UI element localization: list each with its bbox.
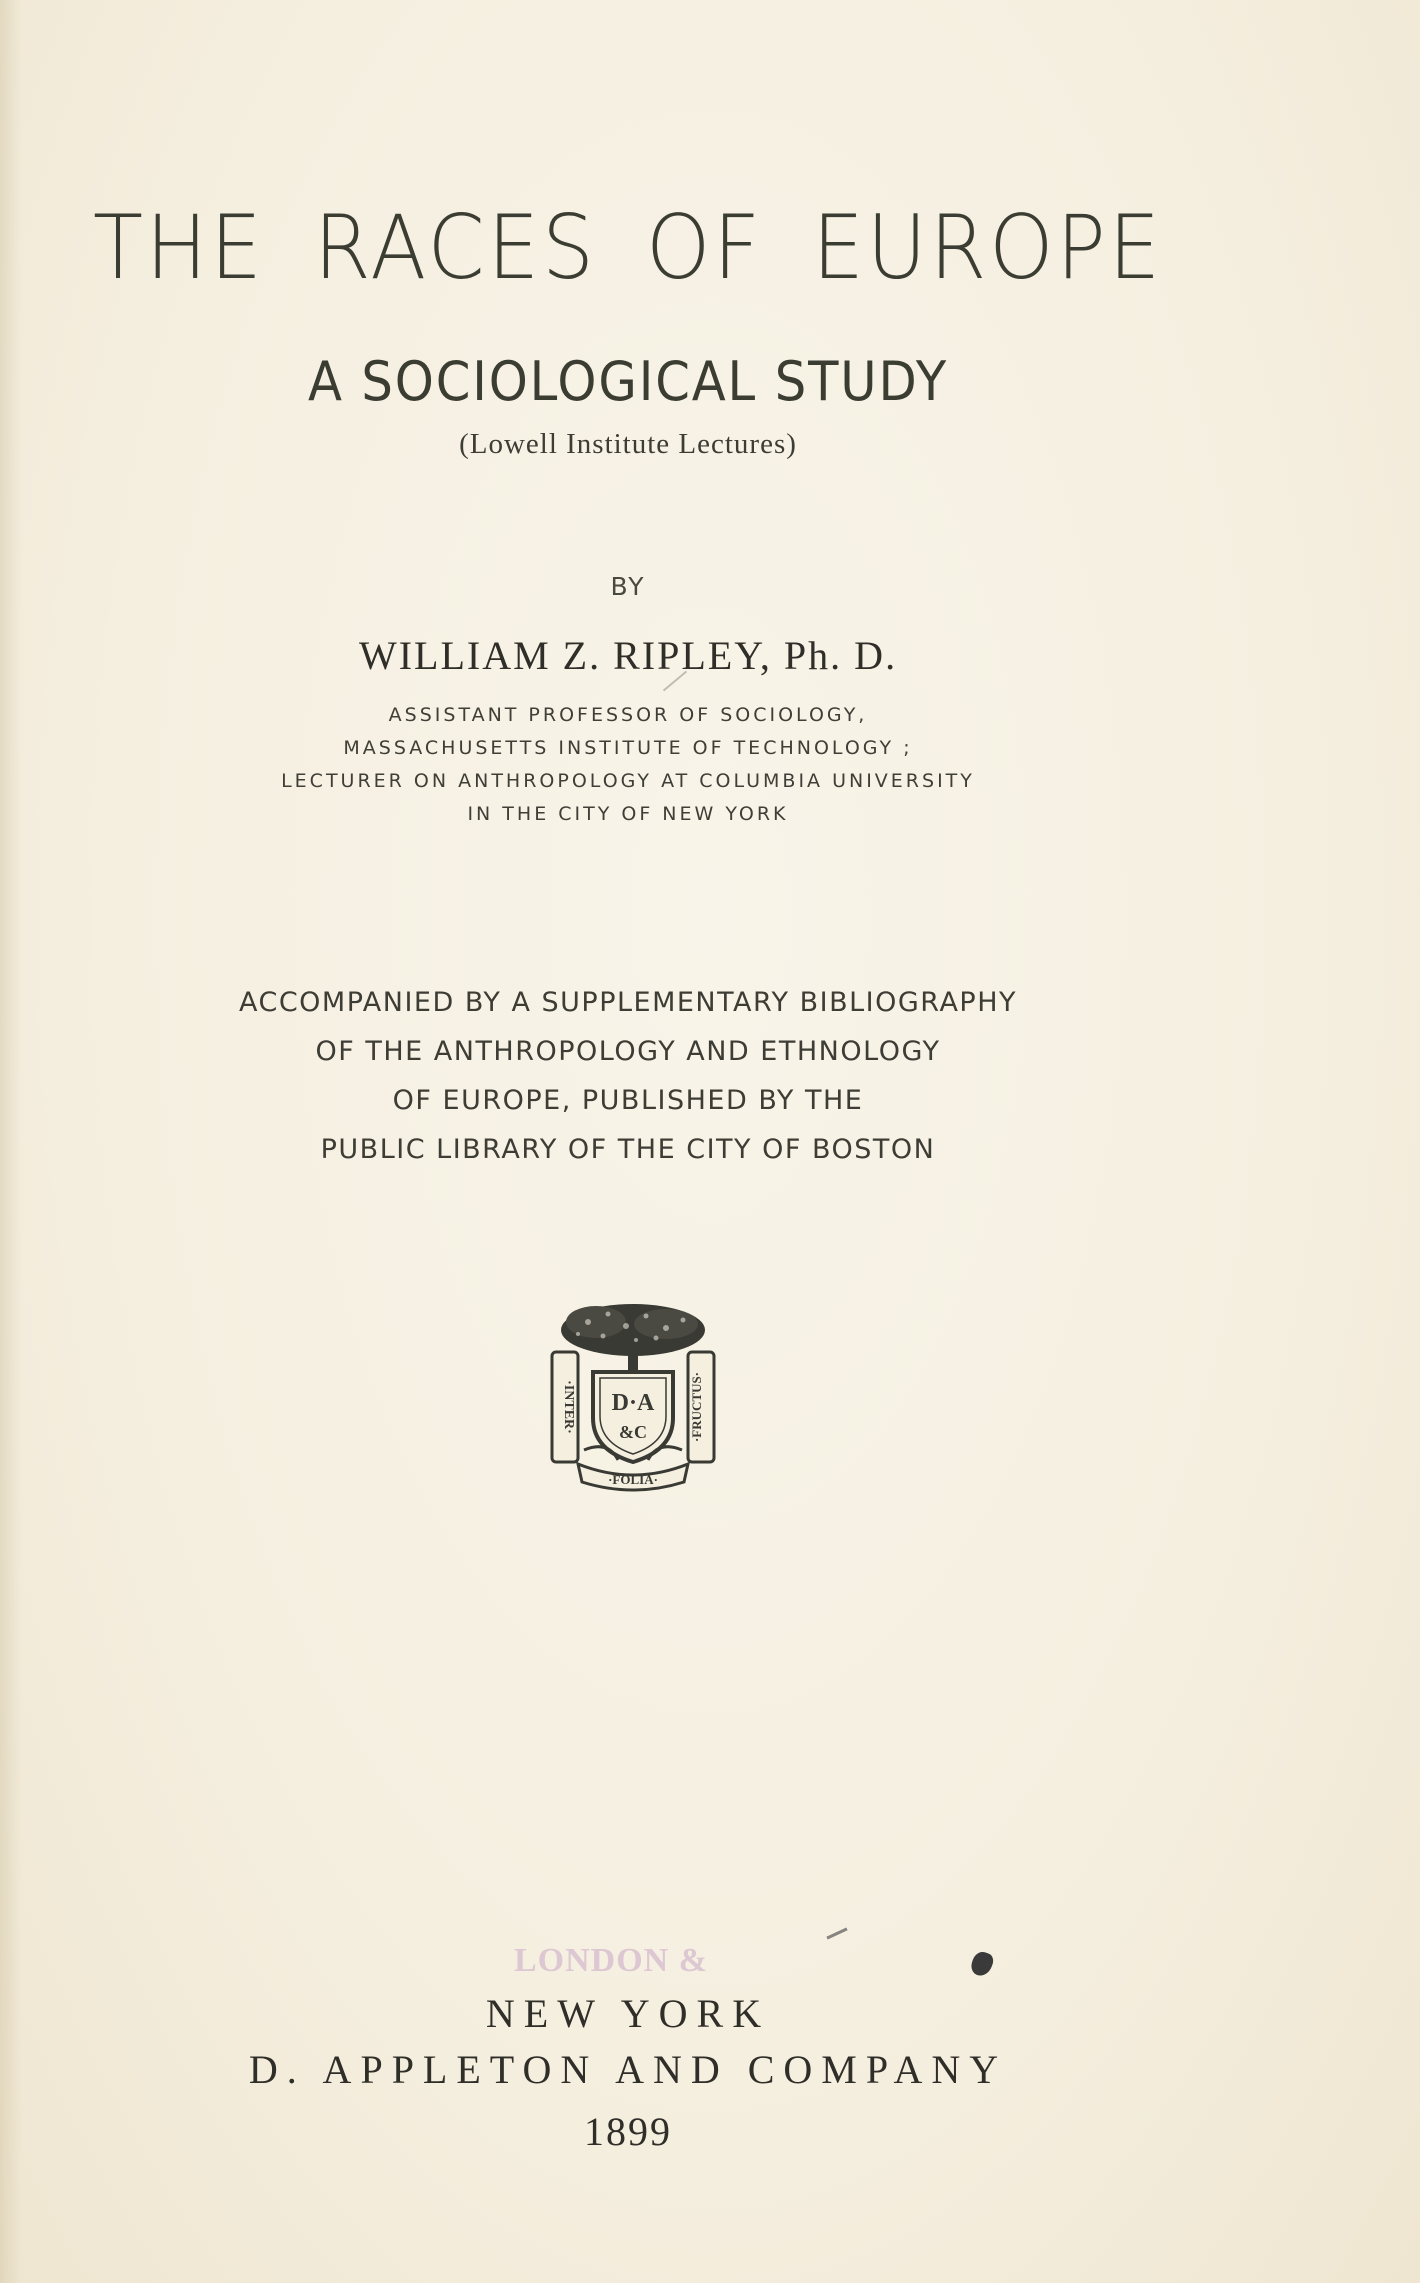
ink-blot (968, 1949, 995, 1978)
accompaniment-line: PUBLIC LIBRARY OF THE CITY OF BOSTON (320, 1134, 936, 1165)
author-name: WILLIAM Z. RIPLEY, Ph. D. (358, 633, 898, 678)
library-stamp: LONDON & (514, 1942, 709, 1979)
book-subtitle: A SOCIOLOGICAL STUDY (307, 350, 949, 413)
lecture-note: (Lowell Institute Lectures) (459, 428, 797, 460)
book-title: THE RACES OF EUROPE (92, 196, 1164, 299)
author-affiliation-line: MASSACHUSETTS INSTITUTE OF TECHNOLOGY ; (343, 737, 913, 759)
accompaniment-line: OF THE ANTHROPOLOGY AND ETHNOLOGY (315, 1036, 941, 1067)
by-line: BY (610, 572, 646, 601)
publisher-name: D. APPLETON AND COMPANY (248, 2047, 1008, 2092)
author-affiliation-line: ASSISTANT PROFESSOR OF SOCIOLOGY, (388, 704, 868, 726)
accompaniment-line: ACCOMPANIED BY A SUPPLEMENTARY BIBLIOGRAPHY (238, 987, 1018, 1018)
author-affiliation-line: IN THE CITY OF NEW YORK (467, 803, 789, 825)
publisher-device-tree-shield-icon (548, 1300, 718, 1495)
emblem-banner-right: ·FRUCTUS· (689, 1371, 704, 1443)
emblem-banner-left: ·INTER· (561, 1380, 576, 1434)
publication-year: 1899 (584, 2109, 672, 2154)
emblem-shield-monogram: D·A (611, 1390, 655, 1416)
stray-ink-mark (826, 1927, 847, 1939)
publication-place: NEW YORK (485, 1991, 771, 2036)
emblem-shield-ampersand: &C (619, 1422, 647, 1442)
author-affiliation-line: LECTURER ON ANTHROPOLOGY AT COLUMBIA UNIVERSITY (281, 770, 975, 792)
accompaniment-line: OF EUROPE, PUBLISHED BY THE (392, 1085, 864, 1116)
emblem-banner-bottom: ·FOLIA· (608, 1472, 658, 1487)
